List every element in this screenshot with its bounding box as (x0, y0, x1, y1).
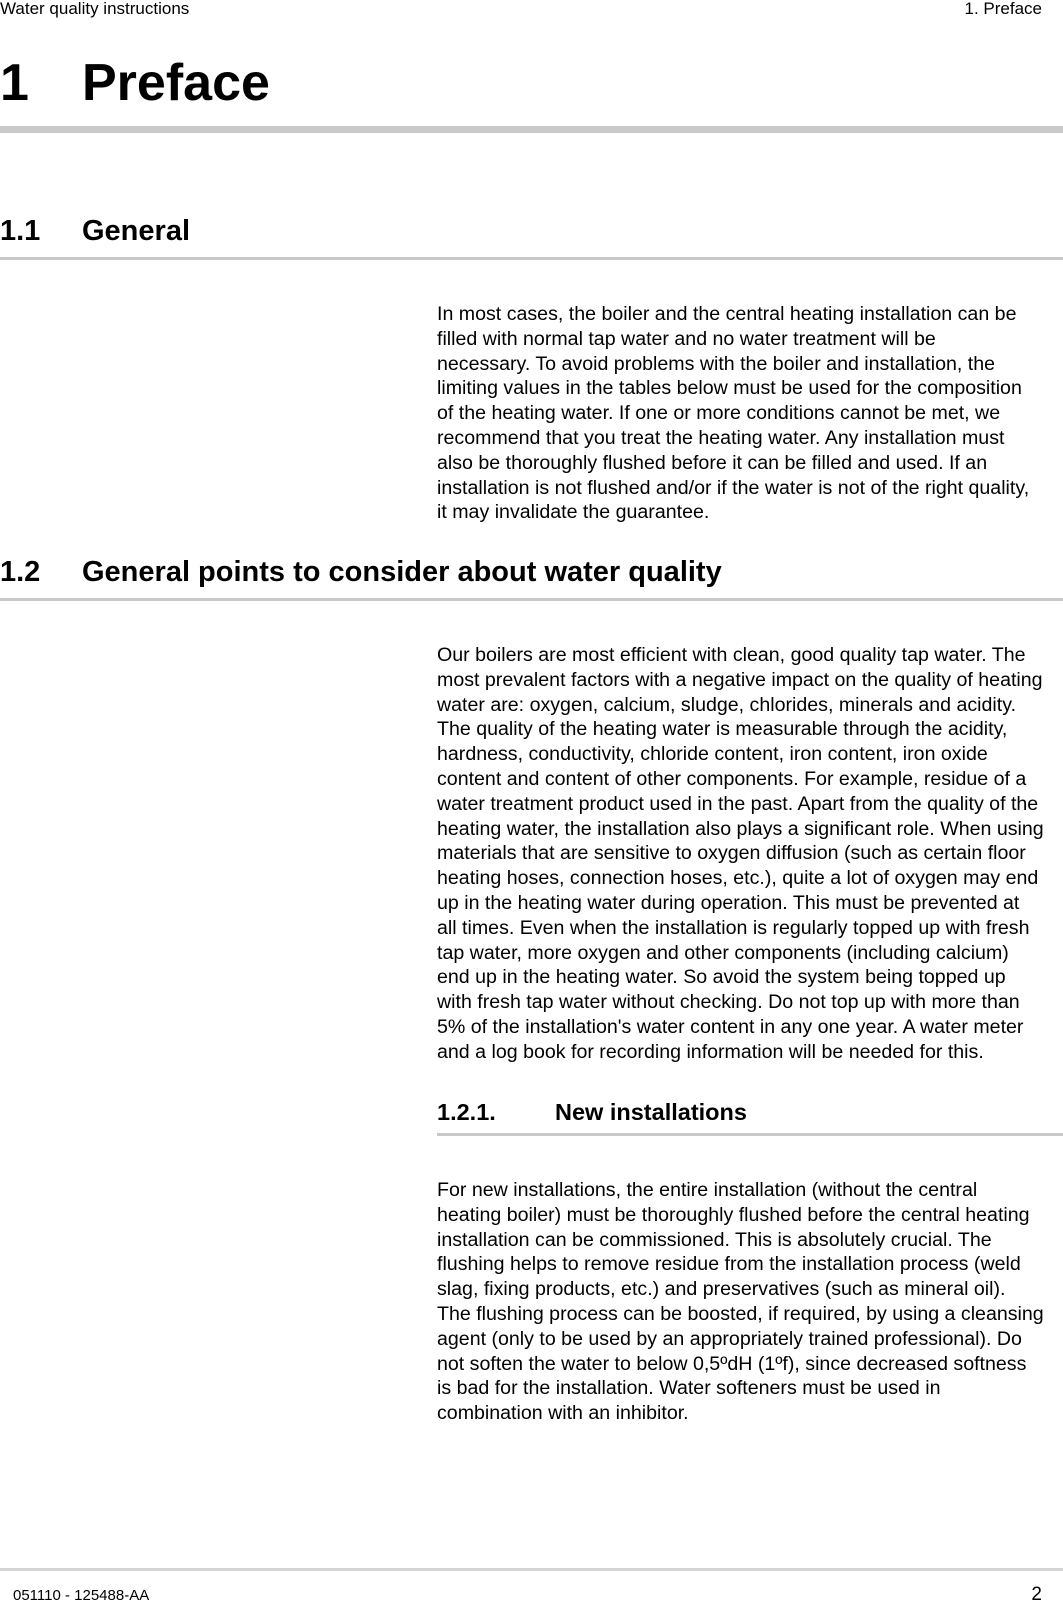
section-1-1-number: 1.1 (0, 215, 41, 247)
running-header-chapter: 1. Preface (964, 0, 1042, 18)
section-1-2-title: General points to consider about water quality (82, 556, 722, 588)
section-1-2-number: 1.2 (0, 556, 41, 588)
section-1-1-title: General (82, 215, 190, 247)
section-1-2-body: Our boilers are most efficient with clean, good quality tap water. The most prevalent factors with a negative impact on the quality of heating water are: oxygen, calcium, sludge, chlorides, minerals and acidity. The quality of the heating water is measurable through the acidity, hardness, conductivity, chloride content, iron content, iron oxide content and content of other components. For example, residue of a water treatment product used in the past. Apart from the quality of the heating water, the installation also plays a significant role. When using materials that are sensitive to oxygen diffusion (such as certain floor heating hoses, connection hoses, etc.), quite a lot of oxygen may end up in the heating water during operation. This must be prevented at all times. Even when the installation is regularly topped up with fresh tap water, more oxygen and other components (including calcium) end up in the heating water. So avoid the system being topped up with fresh tap water without checking. Do not top up with more than 5% of the installation's water content in any one year. A water meter and a log book for recording information will be needed for this. (437, 644, 1044, 1063)
section-1-1-body: In most cases, the boiler and the central heating installation can be filled with normal tap water and no water treatment will be necessary. To avoid problems with the boiler and installation, the limiting values in the tables below must be used for the composition of the heating water. If one or more conditions cannot be met, we recommend that you treat the heating water. Any installation must also be thoroughly flushed before it can be filled and used. If an installation is not flushed and/or if the water is not of the right quality, it may invalidate the guarantee. (437, 303, 1030, 524)
footer-divider (0, 1568, 1063, 1571)
page-number: 2 (1031, 1584, 1042, 1605)
footer-doc-code: 051110 - 125488-AA (13, 1587, 150, 1604)
subsection-1-2-1-body: For new installations, the entire installation (without the central heating boiler) must be thoroughly flushed before the central heating installation can be commissioned. This is absolutely crucial. The flushing helps to remove residue from the installation process (weld slag, fixing products, etc.) and preservatives (such as mineral oil). The flushing process can be boosted, if required, by using a cleansing agent (only to be used by an appropriately trained professional). Do not soften the water to below 0,5ºdH (1ºf), since decreased softness is bad for the installation. Water softeners must be used in combination with an inhibitor. (437, 1179, 1044, 1425)
subsection-1-2-1-title: New installations (555, 1099, 747, 1125)
subsection-1-2-1-number: 1.2.1. (437, 1099, 496, 1125)
running-header-title: Water quality instructions (0, 0, 190, 18)
chapter-number: 1 (0, 54, 29, 112)
section-1-2-divider (0, 598, 1063, 601)
subsection-1-2-1-divider (437, 1133, 1063, 1136)
chapter-title: Preface (82, 54, 270, 112)
chapter-divider (0, 126, 1063, 133)
section-1-1-divider (0, 257, 1063, 260)
